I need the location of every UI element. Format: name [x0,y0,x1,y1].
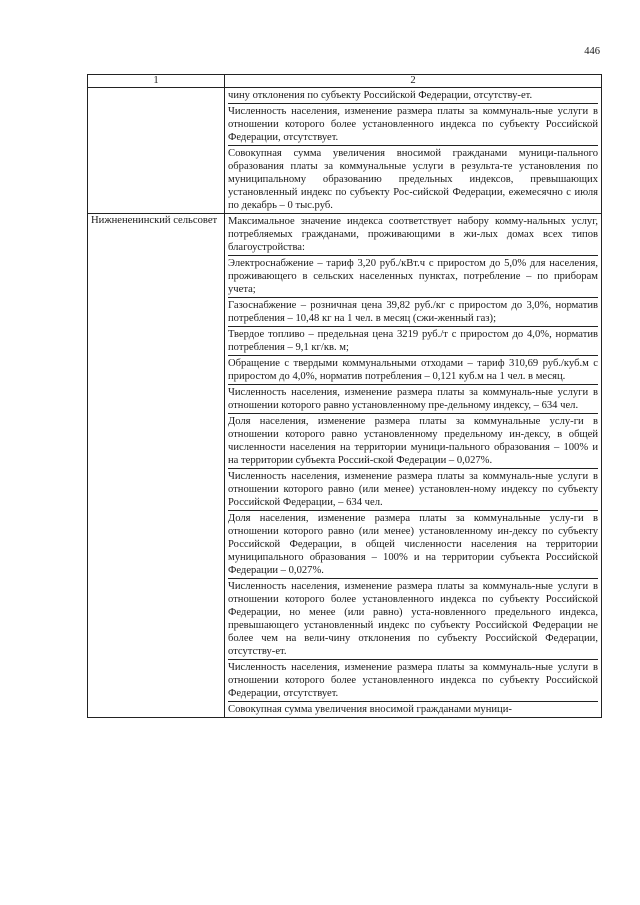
description-paragraph: Обращение с твердыми коммунальными отходами – тариф 310,69 руб./куб.м с приростом до 4,0%, норматив потребления – 0,121 куб.м на 1 чел. в месяц. [228,356,598,385]
description-cell [225,88,602,214]
description-paragraph: Твердое топливо – предельная цена 3219 руб./т с приростом до 4,0%, норматив потребления – 9,1 кг/кв. м; [228,327,598,356]
page-number: 446 [584,46,600,57]
description-paragraph: Численность населения, изменение размера платы за коммуналь-ные услуги в отношении которого равно установленному пре-дельному индексу, – 634 чел. [228,385,598,414]
description-paragraph: чину отклонения по субъекту Российской Федерации, отсутству-ет. [228,88,598,104]
description-paragraph: Численность населения, изменение размера платы за коммуналь-ные услуги в отношении которого более установленного индекса по субъекту Российской Федерации, отсутствует. [228,660,598,702]
table-row [88,214,602,718]
description-paragraph: Численность населения, изменение размера платы за коммуналь-ные услуги в отношении которого равно (или менее) установлен-ному индексу по субъекту Российской Федерации, – 634 чел. [228,469,598,511]
description-paragraph: Максимальное значение индекса соответствует набору комму-нальных услуг, потребляемых гражданами, проживающими в жи-лых домах всех типов благоустройства: [228,214,598,256]
description-paragraph: Численность населения, изменение размера платы за коммуналь-ные услуги в отношении которого более установленного индекса по субъекту Российской Федерации, но менее (или равно) уста-новленного предельного индекса, превышающего установленный индекс по субъекту Российской Федерации не более чем на вели-чину отклонения по субъекту Российской Федерации, отсутству-ет. [228,579,598,660]
tariff-table [87,74,602,718]
description-paragraph: Доля населения, изменение размера платы за коммунальные услу-ги в отношении которого равно (или менее) установленному ин-дексу по субъекту Российской Федерации, в общей численности населения на территории муниципального образования – 100% и на территории субъекта Российской Федерации – 0,027%. [228,511,598,579]
table-body [88,88,602,718]
description-paragraph: Газоснабжение – розничная цена 39,82 руб./кг с приростом до 3,0%, норматив потребления – 10,48 кг на 1 чел. в месяц (сжи-женный газ); [228,298,598,327]
municipality-cell [88,214,225,718]
column-header-2: 2 [225,75,602,88]
municipality-cell [88,88,225,214]
column-header-1: 1 [88,75,225,88]
description-paragraph: Электроснабжение – тариф 3,20 руб./кВт.ч с приростом до 5,0% для населения, проживающего в сельских населенных пунктах, потребление – по приборам учета; [228,256,598,298]
table-header-row [88,75,602,88]
description-paragraph: Доля населения, изменение размера платы за коммунальные услу-ги в отношении которого равно установленному предельному ин-дексу, в общей численности населения на территории муници-пального образования – 100% и на территории субъекта Россий-ской Федерации – 0,027%. [228,414,598,469]
description-cell [225,214,602,718]
municipality-name: Нижнененинский сельсовет [91,215,218,226]
description-paragraph: Совокупная сумма увеличения вносимой гражданами муници- [228,704,512,715]
description-paragraph: Совокупная сумма увеличения вносимой гражданами муници-пального образования платы за коммунальные услуги в результа-те установления по муниципальному образованию предельных индексов, превышающих установленный индекс по субъекту Рос-сийской Федерации, ежемесячно с июля по декабрь – 0 тыс.руб. [228,148,598,211]
description-paragraph: Численность населения, изменение размера платы за коммуналь-ные услуги в отношении которого более установленного индекса по субъекту Российской Федерации, отсутствует. [228,104,598,146]
table-row [88,88,602,214]
